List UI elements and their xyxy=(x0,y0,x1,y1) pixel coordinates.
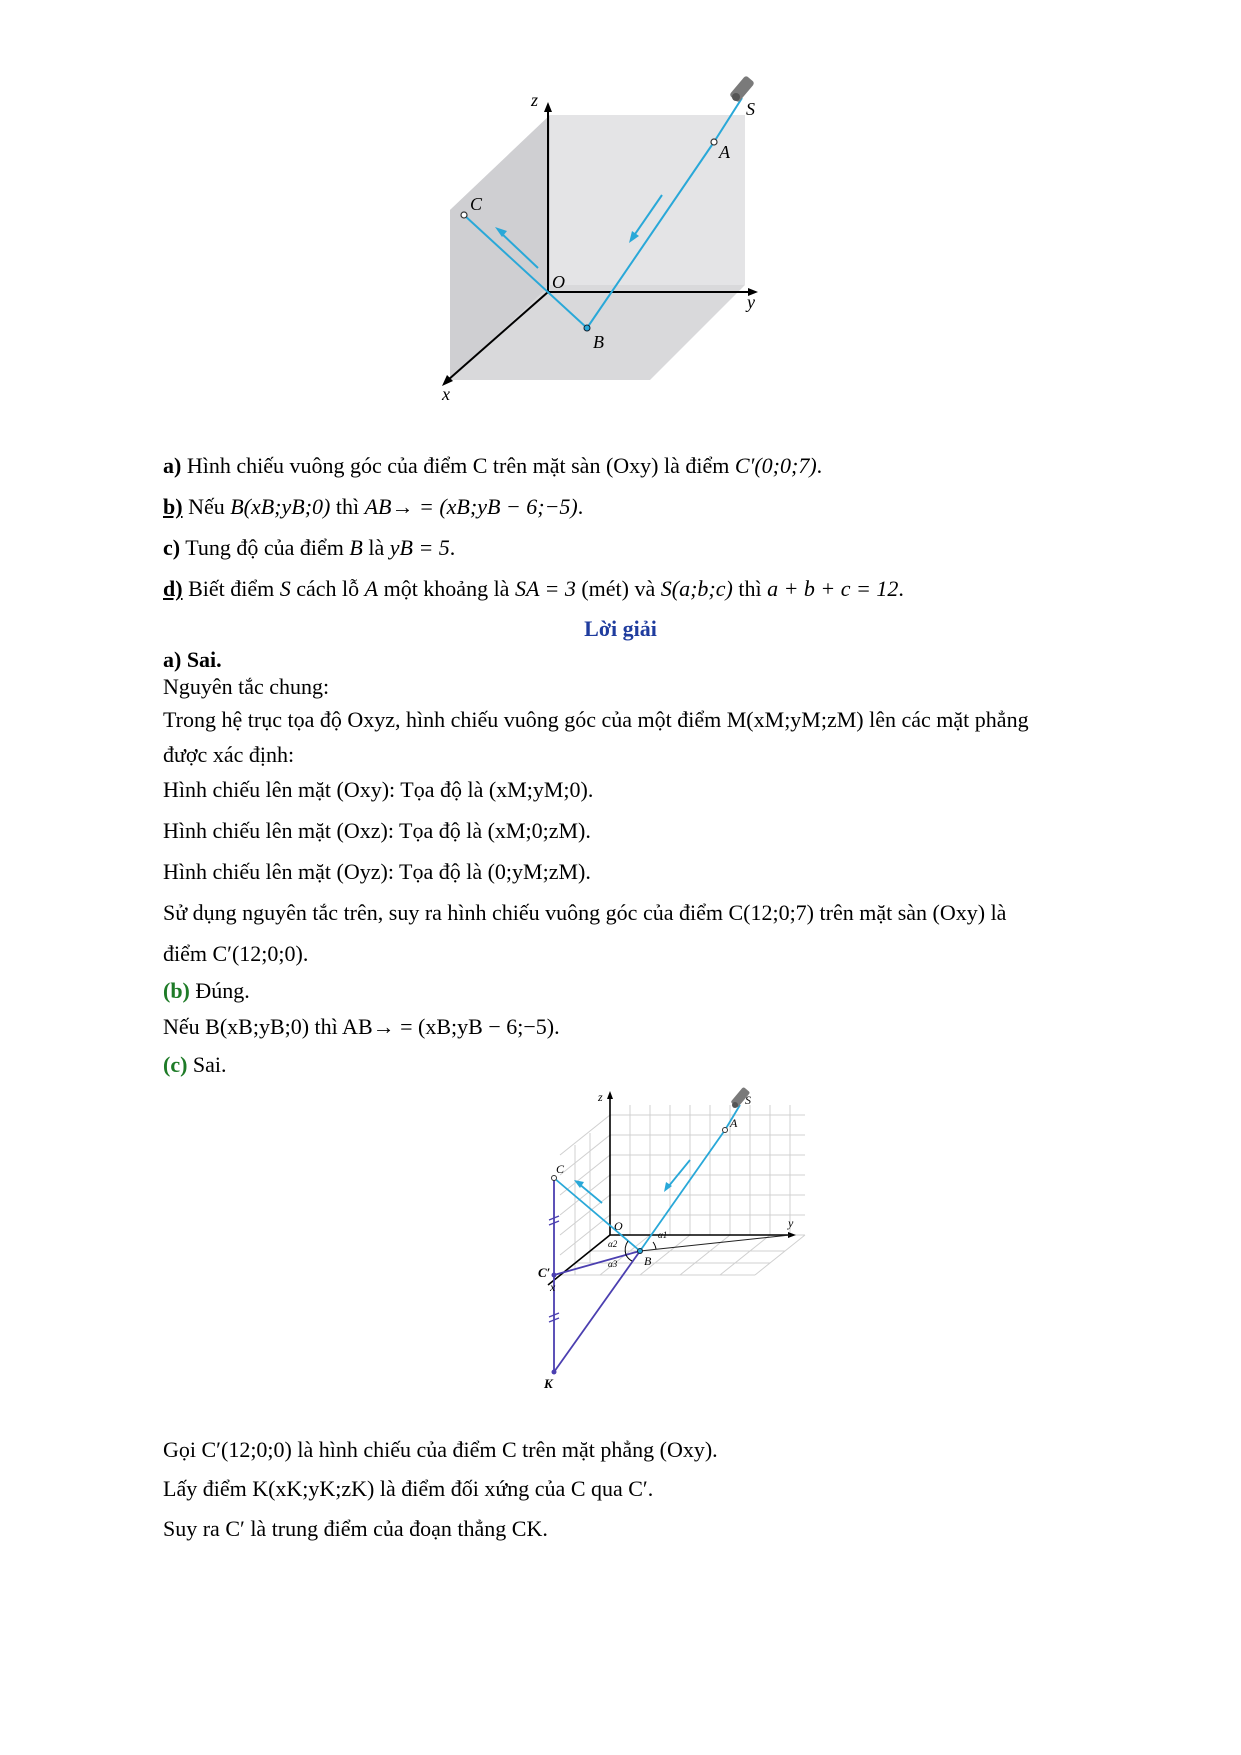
grid-floor xyxy=(560,1235,805,1275)
figure-projection-grid xyxy=(540,1085,815,1420)
label-s: S xyxy=(745,1093,751,1107)
angle-alpha1 xyxy=(653,1242,656,1249)
proj-oxz: Hình chiếu lên mặt (Oxz): Tọa độ là (xM;0;zM). xyxy=(163,818,591,843)
z-arrow xyxy=(607,1091,613,1099)
label-o: O xyxy=(614,1219,623,1233)
label-a: A xyxy=(719,142,730,162)
solution-c-line2: Lấy điểm K(xK;yK;zK) là điểm đối xứng của C qua C′. xyxy=(163,1476,654,1501)
label-o: O xyxy=(552,272,565,292)
apply-p2: điểm C′(12;0;0). xyxy=(163,941,309,966)
label-alpha2: α2 xyxy=(608,1239,618,1249)
principle-p1: Trong hệ trục tọa độ Oxyz, hình chiếu vuông góc của một điểm M(xM;yM;zM) lên các mặt phẳng xyxy=(163,707,1029,732)
question-b: b) Nếu B(xB;yB;0) thì AB→ = (xB;yB − 6;−5). xyxy=(163,494,584,519)
label-b: B xyxy=(644,1254,652,1268)
z-arrow xyxy=(544,102,552,112)
label-c: C xyxy=(470,194,483,214)
label-x: x xyxy=(550,1280,556,1294)
label-y: y xyxy=(788,1216,794,1230)
proj-oyz: Hình chiếu lên mặt (Oyz): Tọa độ là (0;yM;zM). xyxy=(163,859,591,884)
point-a xyxy=(711,139,717,145)
solution-b-verdict: (b) Đúng. xyxy=(163,978,250,1003)
label-k: K xyxy=(544,1376,553,1391)
solution-c-line3: Suy ra C′ là trung điểm của đoạn thẳng CK. xyxy=(163,1516,548,1541)
point-k xyxy=(552,1370,557,1375)
question-c: c) Tung độ của điểm B là yB = 5. xyxy=(163,535,456,560)
point-c-prime xyxy=(552,1273,557,1278)
label-z: z xyxy=(531,90,539,110)
apply-p1: Sử dụng nguyên tắc trên, suy ra hình chiếu vuông góc của điểm C(12;0;7) trên mặt sàn (Oxy) là xyxy=(163,900,1007,925)
label-a: A xyxy=(730,1116,738,1130)
point-c xyxy=(461,212,467,218)
label-c-prime: C′ xyxy=(538,1265,551,1280)
solution-a-verdict: a) Sai. xyxy=(163,647,222,672)
question-d: d) Biết điểm S cách lỗ A một khoảng là SA = 3 (mét) và S(a;b;c) thì a + b + c = 12. xyxy=(163,576,904,601)
solution-title: Lời giải xyxy=(584,616,657,641)
beam-ab xyxy=(640,1130,725,1251)
x-axis xyxy=(548,1235,610,1285)
angle-alpha3 xyxy=(626,1255,632,1261)
label-s: S xyxy=(746,99,755,119)
label-c: C xyxy=(556,1162,565,1176)
solution-c-line1: Gọi C′(12;0;0) là hình chiếu của điểm C trên mặt phẳng (Oxy). xyxy=(163,1437,718,1462)
solution-c-verdict: (c) Sai. xyxy=(163,1052,227,1077)
principle-heading: Nguyên tắc chung: xyxy=(163,674,330,699)
question-a: a) Hình chiếu vuông góc của điểm C trên mặt sàn (Oxy) là điểm C′(0;0;7). xyxy=(163,453,823,478)
point-b xyxy=(584,325,590,331)
figure-room-coordinate xyxy=(420,70,800,410)
point-a xyxy=(723,1128,728,1133)
label-y: y xyxy=(747,292,755,312)
principle-p2: được xác định: xyxy=(163,742,295,767)
proj-oxy: Hình chiếu lên mặt (Oxy): Tọa độ là (xM;yM;0). xyxy=(163,777,594,802)
point-c xyxy=(552,1176,557,1181)
label-alpha1: α1 xyxy=(658,1230,668,1240)
label-alpha3: α3 xyxy=(608,1259,618,1269)
solution-b-text: Nếu B(xB;yB;0) thì AB→ = (xB;yB − 6;−5). xyxy=(163,1014,560,1039)
arrow-down xyxy=(668,1160,690,1187)
grid-back-wall xyxy=(610,1105,805,1235)
label-x: x xyxy=(442,384,450,404)
label-z: z xyxy=(598,1090,603,1104)
label-b: B xyxy=(593,332,604,352)
point-b xyxy=(638,1249,643,1254)
